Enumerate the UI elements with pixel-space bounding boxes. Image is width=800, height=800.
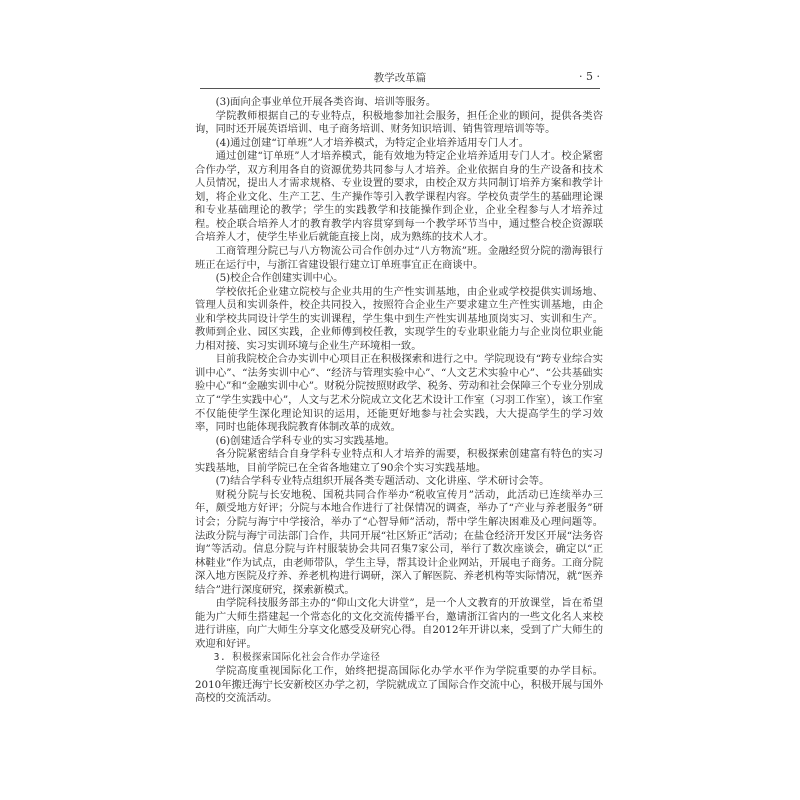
header-title: 教学改革篇 [373, 72, 427, 84]
running-header [200, 70, 600, 90]
body-paragraph: 通过创建“订单班”人才培养模式，能有效地为特定企业培养适用专门人才。校企紧密合作办学，双方利用各自的资源优势共同参与人才培养。企业依据自身的生产设备和技术人员情况，提出人才需求规格、专业设置的要求，由校企双方共同制订培养方案和教学计划，将企业文化、生产工艺、生产操作等引入教学课程内容。学校负责学生的基础理论课和专业基础理论的教学；学生的实践教学和技能操作到企业，企业全程参与人才培养过程。校企联合培养人才的教育教学内容贯穿到每一个教学环节当中，通过整合校企资源联合培养人才，使学生毕业后就能直接上岗，成为熟练的技术人才。 [195, 150, 603, 244]
subheading-paragraph: (6)创建适合学科专业的实习实践基地。 [215, 434, 395, 447]
body-text [195, 96, 603, 706]
body-paragraph: 由学院科技服务部主办的“仰山文化大讲堂”，是一个人文教育的开放课堂，旨在希望能为广大师生搭建起一个常态化的文化交流传播平台，邀请浙江省内的一些文化名人来校进行讲座，向广大师生分享文化感受及研究心得。自2012年开讲以来，受到了广大师生的欢迎和好评。 [195, 597, 603, 650]
body-paragraph: 学院教师根据自己的专业特点，积极地参加社会服务，担任企业的顾问，提供各类咨询，同时还开展英语培训、电子商务培训、财务知识培训、销售管理培训等等。 [195, 109, 603, 136]
subheading-paragraph: (3)面向企事业单位开展各类咨询、培训等服务。 [215, 96, 437, 108]
section-heading: 3. 积极探索国际化社会合作办学途径 [213, 652, 381, 664]
body-paragraph: 各分院紧密结合自身学科专业特点和人才培养的需要，积极探索创建富有特色的实习实践基地，目前学院已在全省各地建立了90余个实习实践基地。 [195, 448, 603, 474]
page-number: · 5 · [579, 70, 600, 83]
body-paragraph: 学院高度重视国际化工作，始终把提高国际化办学水平作为学院重要的办学目标。2010年搬迁海宁长安新校区办学之初，学院就成立了国际合作交流中心，积极开展与国外高校的交流活动。 [195, 664, 603, 705]
subheading-paragraph: (7)结合学科专业特点组织开展各类专题活动、文化讲座、学术研讨会等。 [215, 475, 550, 488]
header-rule [200, 88, 600, 89]
subheading-paragraph: (4)通过创建“订单班”人才培养模式，为特定企业培养适用专门人才。 [215, 136, 530, 149]
body-paragraph: 目前我院校企合办实训中心项目正在积极探索和进行之中。学院现设有“跨专业综合实训中心”、“法务实训中心”、“经济与管理实验中心”、“人文艺术实验中心”、“公共基础实验中心”和“金融实训中心”。财税分院按照财政学、税务、劳动和社会保障三个专业分别成立了“学生实践中心”，人文与艺术分院成立文化艺术设计工作室（习羽工作室），该工作室不仅能使学生深化理论知识的运用，还能更好地参与社会实践，大大提高学生的学习效率，同时也能体现我院教育体制改革的成效。 [195, 353, 603, 434]
body-paragraph: 学校依托企业建立院校与企业共用的生产性实训基地，由企业或学校提供实训场地、管理人员和实训条件，校企共同投入，按照符合企业生产要求建立生产性实训基地，由企业和学校共同设计学生的实训课程，学生集中到生产性实训基地顶岗实习、实训和生产。教师到企业、园区实践，企业师傅到校任教，实现学生的专业职业能力与企业岗位职业能力相对接、实习实训环境与企业生产环境相一致。 [195, 285, 603, 352]
body-paragraph: 财税分院与长安地税、国税共同合作举办“税收宣传月”活动，此活动已连续举办三年，颇受地方好评；分院与本地合作进行了社保情况的调查，举办了“产业与养老服务”研讨会；分院与海宁中学接洽，举办了“心智导师”活动，帮中学生解决困难及心理问题等。法政分院与海宁司法部门合作，共同开展“社区矫正”活动；在盐仓经济开发区开展“法务咨询”等活动。信息分院与许村服装协会共同召集7家公司，举行了数次座谈会，确定以“正林鞋业”作为试点，由老师带队，学生主导，帮其设计企业网站，开展电子商务。工商分院深入地方医院及疗养、养老机构进行调研，深入了解医院、养老机构等实际情况，就“医养结合”进行深度研究，探索新模式。 [195, 488, 603, 596]
body-paragraph: 工商管理分院已与八方物流公司合作创办过“八方物流”班。金融经贸分院的渤海银行班正在运行中，与浙江省建设银行建立订单班事宜正在商谈中。 [195, 245, 603, 271]
subheading-paragraph: (5)校企合作创建实训中心。 [215, 272, 344, 285]
